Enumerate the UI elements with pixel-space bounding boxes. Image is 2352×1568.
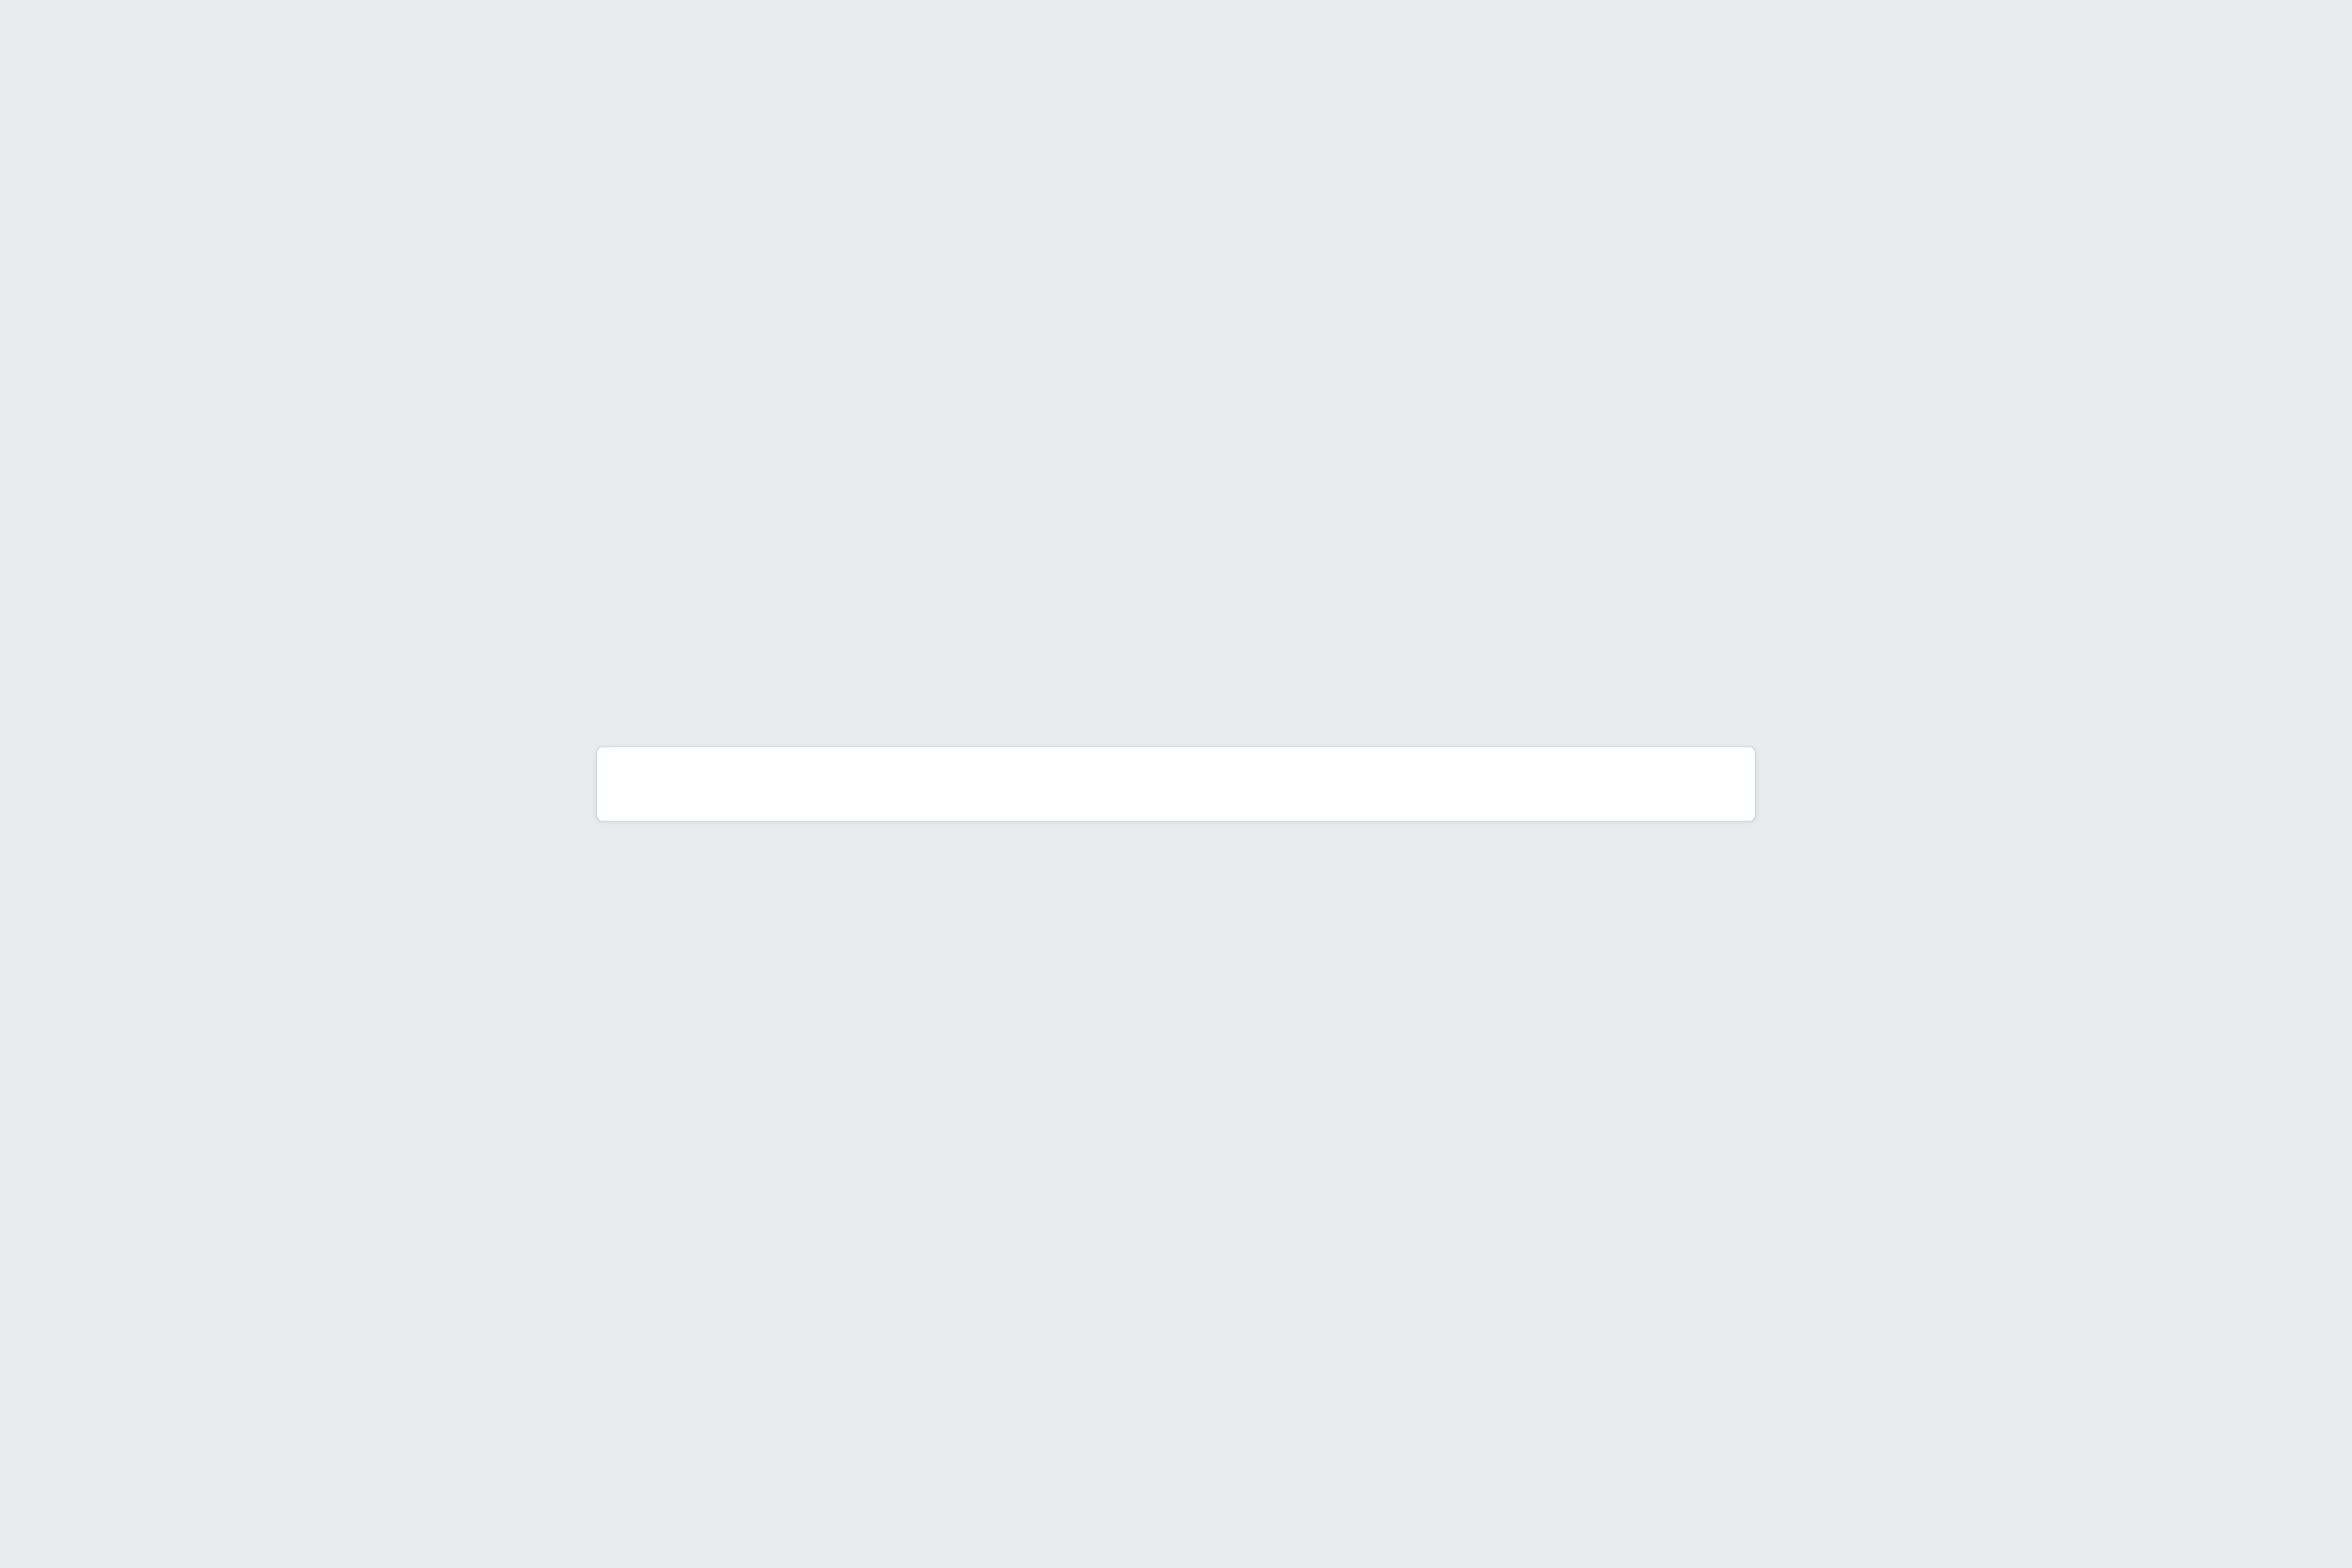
content-panel	[596, 746, 1756, 822]
